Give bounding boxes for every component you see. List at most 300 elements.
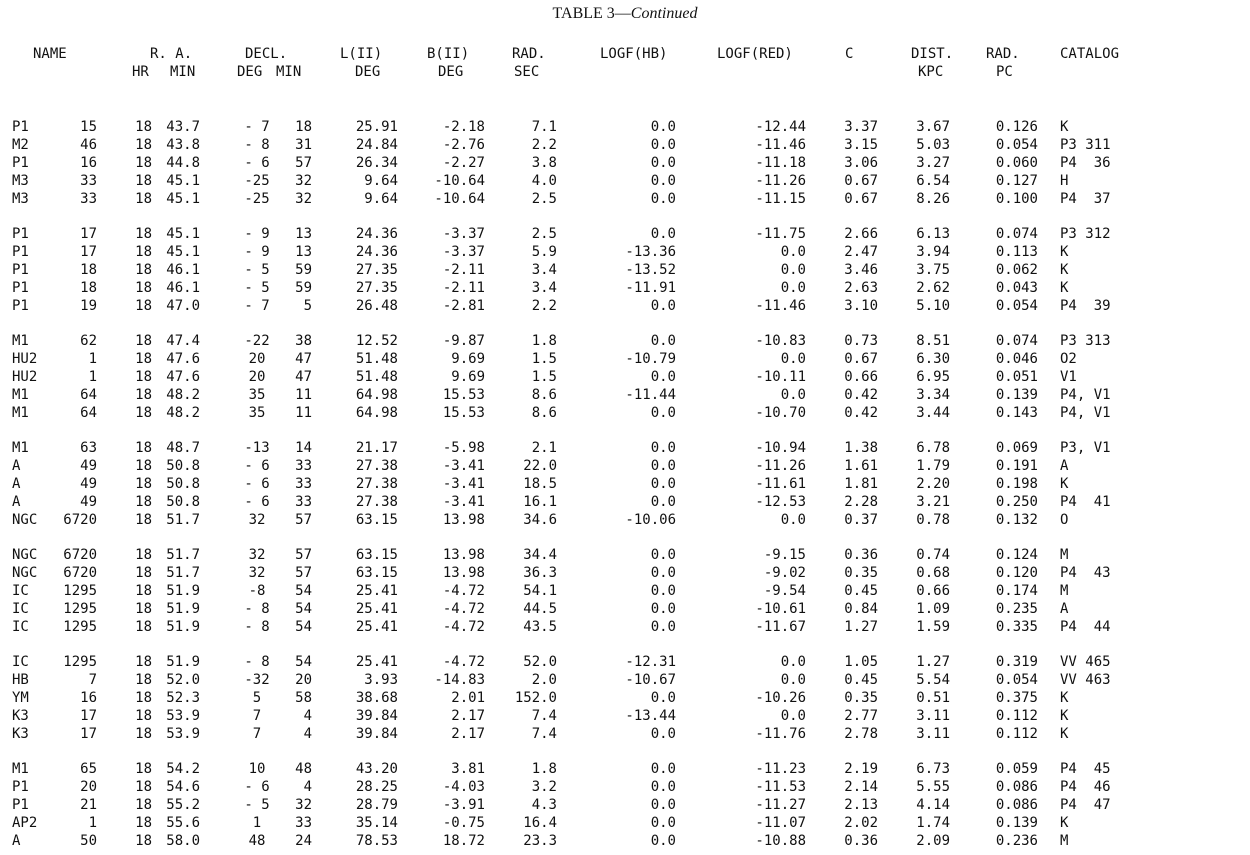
cell-b-ii: -3.37 [442, 226, 485, 242]
cell-c-value: 2.13 [844, 797, 878, 813]
cell-rad-sec: 2.5 [531, 191, 557, 207]
cell-dist-kpc: 6.13 [916, 226, 950, 242]
cell-rad-sec: 44.5 [523, 601, 557, 617]
cell-name-number: 1295 [63, 583, 97, 599]
table-row [0, 707, 1250, 725]
cell-ra-hour: 18 [135, 583, 152, 599]
cell-ra-minute: 51.7 [166, 565, 200, 581]
cell-rad-pc: 0.139 [995, 387, 1038, 403]
cell-ra-hour: 18 [135, 262, 152, 278]
cell-name-prefix: P1 [12, 119, 29, 135]
cell-rad-sec: 34.4 [523, 547, 557, 563]
cell-catalog: K [1060, 119, 1069, 135]
cell-decl-degree: -25 [244, 173, 270, 189]
cell-decl-minute: 13 [295, 226, 312, 242]
cell-name-number: 6720 [63, 547, 97, 563]
cell-dist-kpc: 1.09 [916, 601, 950, 617]
cell-rad-pc: 0.069 [995, 440, 1038, 456]
table-row [0, 778, 1250, 796]
cell-b-ii: -3.41 [442, 476, 485, 492]
cell-ra-hour: 18 [135, 333, 152, 349]
cell-c-value: 0.36 [844, 547, 878, 563]
cell-b-ii: -2.27 [442, 155, 485, 171]
cell-c-value: 0.45 [844, 583, 878, 599]
cell-l-ii: 24.84 [355, 137, 398, 153]
col-header-lii: L(II) [340, 46, 383, 62]
cell-ra-minute: 45.1 [166, 244, 200, 260]
cell-rad-sec: 7.4 [531, 726, 557, 742]
cell-decl-degree: - 6 [244, 494, 270, 510]
table-row [0, 689, 1250, 707]
cell-rad-sec: 2.5 [531, 226, 557, 242]
cell-b-ii: 13.98 [442, 547, 485, 563]
cell-catalog: VV 465 [1060, 654, 1111, 670]
cell-l-ii: 64.98 [355, 405, 398, 421]
cell-l-ii: 28.25 [355, 779, 398, 795]
col-header-catalog: CATALOG [1060, 46, 1120, 62]
cell-b-ii: -4.72 [442, 583, 485, 599]
cell-name-prefix: M1 [12, 387, 29, 403]
cell-dist-kpc: 1.27 [916, 654, 950, 670]
cell-ra-minute: 47.0 [166, 298, 200, 314]
cell-catalog: P4 41 [1060, 494, 1111, 510]
cell-logf-hb: 0.0 [650, 405, 676, 421]
cell-logf-red: -11.27 [755, 797, 806, 813]
table-row [0, 350, 1250, 368]
cell-ra-minute: 48.7 [166, 440, 200, 456]
cell-catalog: P3 311 [1060, 137, 1111, 153]
cell-b-ii: -5.98 [442, 440, 485, 456]
cell-ra-hour: 18 [135, 654, 152, 670]
cell-rad-pc: 0.074 [995, 333, 1038, 349]
cell-logf-red: -11.26 [755, 458, 806, 474]
cell-logf-red: -11.76 [755, 726, 806, 742]
cell-rad-sec: 16.4 [523, 815, 557, 831]
cell-decl-minute: 11 [295, 405, 312, 421]
cell-ra-minute: 54.2 [166, 761, 200, 777]
cell-catalog: P3 313 [1060, 333, 1111, 349]
cell-name-number: 17 [80, 726, 97, 742]
cell-logf-red: -10.11 [755, 369, 806, 385]
cell-l-ii: 9.64 [364, 191, 398, 207]
cell-name-prefix: P1 [12, 244, 29, 260]
cell-logf-red: -10.61 [755, 601, 806, 617]
cell-logf-red: -11.46 [755, 298, 806, 314]
cell-b-ii: -4.72 [442, 619, 485, 635]
cell-name-prefix: HU2 [12, 369, 38, 385]
cell-logf-red: -10.94 [755, 440, 806, 456]
cell-name-prefix: P1 [12, 155, 29, 171]
cell-rad-sec: 1.5 [531, 351, 557, 367]
cell-decl-degree: - 9 [244, 226, 270, 242]
cell-ra-minute: 58.0 [166, 833, 200, 849]
cell-dist-kpc: 3.27 [916, 155, 950, 171]
cell-l-ii: 25.91 [355, 119, 398, 135]
cell-catalog: P3 312 [1060, 226, 1111, 242]
cell-b-ii: -10.64 [434, 173, 485, 189]
cell-b-ii: -3.41 [442, 494, 485, 510]
col-header-c: C [845, 46, 854, 62]
cell-c-value: 2.02 [844, 815, 878, 831]
col-header-logf-hb: LOGF(HB) [600, 46, 668, 62]
cell-ra-minute: 50.8 [166, 458, 200, 474]
cell-logf-hb: 0.0 [650, 458, 676, 474]
table-row [0, 190, 1250, 208]
cell-ra-hour: 18 [135, 244, 152, 260]
cell-logf-hb: -10.67 [625, 672, 676, 688]
cell-ra-hour: 18 [135, 137, 152, 153]
cell-l-ii: 27.38 [355, 476, 398, 492]
cell-dist-kpc: 8.26 [916, 191, 950, 207]
cell-rad-sec: 1.8 [531, 761, 557, 777]
cell-decl-degree: - 6 [244, 458, 270, 474]
table-row [0, 511, 1250, 529]
cell-decl-degree: - 5 [244, 280, 270, 296]
cell-ra-minute: 47.4 [166, 333, 200, 349]
cell-name-number: 49 [80, 458, 97, 474]
cell-rad-pc: 0.074 [995, 226, 1038, 242]
cell-decl-degree: - 7 [244, 119, 270, 135]
cell-dist-kpc: 2.20 [916, 476, 950, 492]
table-row [0, 297, 1250, 315]
cell-b-ii: 3.81 [451, 761, 485, 777]
cell-b-ii: -2.11 [442, 262, 485, 278]
cell-decl-degree: 7 [252, 726, 262, 742]
cell-c-value: 2.63 [844, 280, 878, 296]
cell-l-ii: 28.79 [355, 797, 398, 813]
cell-rad-sec: 1.5 [531, 369, 557, 385]
cell-ra-hour: 18 [135, 387, 152, 403]
cell-decl-minute: 57 [295, 512, 312, 528]
cell-dist-kpc: 5.54 [916, 672, 950, 688]
cell-catalog: K [1060, 280, 1069, 296]
cell-b-ii: -2.81 [442, 298, 485, 314]
table-row [0, 814, 1250, 832]
cell-logf-hb: 0.0 [650, 173, 676, 189]
cell-rad-sec: 152.0 [514, 690, 557, 706]
col-subheader-deg: DEG [438, 64, 464, 80]
cell-c-value: 0.45 [844, 672, 878, 688]
cell-c-value: 0.67 [844, 191, 878, 207]
cell-logf-red: -11.67 [755, 619, 806, 635]
cell-name-number: 6720 [63, 565, 97, 581]
cell-c-value: 0.42 [844, 387, 878, 403]
cell-decl-minute: 4 [303, 726, 312, 742]
cell-catalog: H [1060, 173, 1069, 189]
cell-c-value: 3.15 [844, 137, 878, 153]
cell-decl-degree: 32 [248, 565, 266, 581]
cell-name-prefix: AP2 [12, 815, 38, 831]
cell-l-ii: 43.20 [355, 761, 398, 777]
cell-logf-hb: 0.0 [650, 547, 676, 563]
cell-ra-hour: 18 [135, 405, 152, 421]
cell-ra-minute: 51.7 [166, 547, 200, 563]
cell-ra-minute: 45.1 [166, 191, 200, 207]
cell-l-ii: 3.93 [364, 672, 398, 688]
cell-c-value: 3.46 [844, 262, 878, 278]
cell-logf-hb: 0.0 [650, 476, 676, 492]
cell-c-value: 2.47 [844, 244, 878, 260]
col-subheader-deg: DEG [355, 64, 381, 80]
table-row [0, 546, 1250, 564]
cell-name-number: 18 [80, 262, 97, 278]
cell-name-prefix: M1 [12, 440, 29, 456]
cell-decl-minute: 11 [295, 387, 312, 403]
table-title [0, 5, 1250, 23]
cell-rad-pc: 0.046 [995, 351, 1038, 367]
cell-rad-pc: 0.043 [995, 280, 1038, 296]
cell-decl-degree: - 5 [244, 262, 270, 278]
cell-logf-red: -11.07 [755, 815, 806, 831]
cell-logf-red: -10.70 [755, 405, 806, 421]
cell-b-ii: -3.37 [442, 244, 485, 260]
cell-name-prefix: NGC [12, 565, 38, 581]
col-header-rad-pc: RAD. [986, 46, 1020, 62]
cell-rad-pc: 0.236 [995, 833, 1038, 849]
cell-l-ii: 39.84 [355, 726, 398, 742]
cell-logf-red: 0.0 [780, 280, 806, 296]
cell-name-prefix: P1 [12, 280, 29, 296]
cell-rad-sec: 16.1 [523, 494, 557, 510]
cell-decl-minute: 54 [295, 601, 312, 617]
table-row [0, 439, 1250, 457]
cell-logf-red: -10.83 [755, 333, 806, 349]
cell-ra-minute: 54.6 [166, 779, 200, 795]
cell-b-ii: 2.01 [451, 690, 485, 706]
table-row [0, 671, 1250, 689]
cell-rad-sec: 3.8 [531, 155, 557, 171]
cell-rad-sec: 2.2 [531, 298, 557, 314]
col-subheader-deg: DEG [237, 64, 263, 80]
cell-logf-hb: -10.06 [625, 512, 676, 528]
table-row [0, 493, 1250, 511]
table-row [0, 136, 1250, 154]
cell-rad-pc: 0.143 [995, 405, 1038, 421]
cell-b-ii: 15.53 [442, 405, 485, 421]
cell-rad-pc: 0.054 [995, 298, 1038, 314]
cell-catalog: P4 39 [1060, 298, 1111, 314]
cell-logf-red: -11.18 [755, 155, 806, 171]
cell-l-ii: 63.15 [355, 547, 398, 563]
cell-decl-minute: 33 [295, 494, 312, 510]
cell-decl-degree: 20 [248, 369, 266, 385]
cell-ra-minute: 53.9 [166, 726, 200, 742]
cell-dist-kpc: 8.51 [916, 333, 950, 349]
table-row [0, 582, 1250, 600]
cell-dist-kpc: 2.09 [916, 833, 950, 849]
cell-decl-degree: - 8 [244, 601, 270, 617]
cell-name-prefix: M2 [12, 137, 29, 153]
cell-b-ii: 2.17 [451, 726, 485, 742]
cell-l-ii: 63.15 [355, 512, 398, 528]
cell-b-ii: 9.69 [451, 369, 485, 385]
cell-logf-hb: 0.0 [650, 494, 676, 510]
cell-ra-hour: 18 [135, 672, 152, 688]
cell-ra-hour: 18 [135, 708, 152, 724]
cell-b-ii: -10.64 [434, 191, 485, 207]
cell-dist-kpc: 3.21 [916, 494, 950, 510]
cell-c-value: 0.67 [844, 173, 878, 189]
cell-decl-degree: 1 [252, 815, 262, 831]
cell-rad-sec: 7.1 [531, 119, 557, 135]
col-subheader-sec: SEC [514, 64, 540, 80]
cell-dist-kpc: 5.55 [916, 779, 950, 795]
column-header-row-1 [0, 45, 1250, 63]
cell-logf-hb: -10.79 [625, 351, 676, 367]
cell-catalog: P4, V1 [1060, 387, 1111, 403]
cell-c-value: 0.67 [844, 351, 878, 367]
cell-dist-kpc: 0.66 [916, 583, 950, 599]
cell-logf-hb: 0.0 [650, 226, 676, 242]
cell-name-number: 50 [80, 833, 97, 849]
cell-name-prefix: NGC [12, 512, 38, 528]
cell-rad-sec: 2.0 [531, 672, 557, 688]
col-header-logf-red: LOGF(RED) [717, 46, 793, 62]
cell-logf-red: -11.61 [755, 476, 806, 492]
cell-rad-pc: 0.174 [995, 583, 1038, 599]
cell-rad-pc: 0.335 [995, 619, 1038, 635]
cell-logf-red: -11.15 [755, 191, 806, 207]
cell-c-value: 2.14 [844, 779, 878, 795]
cell-name-prefix: YM [12, 690, 29, 706]
cell-rad-pc: 0.062 [995, 262, 1038, 278]
cell-ra-hour: 18 [135, 191, 152, 207]
cell-name-prefix: IC [12, 619, 29, 635]
cell-l-ii: 27.35 [355, 262, 398, 278]
cell-dist-kpc: 0.68 [916, 565, 950, 581]
cell-l-ii: 21.17 [355, 440, 398, 456]
cell-ra-hour: 18 [135, 226, 152, 242]
cell-rad-pc: 0.124 [995, 547, 1038, 563]
cell-rad-pc: 0.054 [995, 137, 1038, 153]
cell-b-ii: -2.11 [442, 280, 485, 296]
cell-rad-pc: 0.235 [995, 601, 1038, 617]
cell-ra-hour: 18 [135, 565, 152, 581]
cell-rad-sec: 3.4 [531, 280, 557, 296]
cell-decl-minute: 58 [295, 690, 312, 706]
cell-decl-degree: - 8 [244, 137, 270, 153]
cell-c-value: 0.66 [844, 369, 878, 385]
table-row [0, 368, 1250, 386]
cell-rad-sec: 2.2 [531, 137, 557, 153]
cell-decl-minute: 24 [295, 833, 312, 849]
cell-catalog: VV 463 [1060, 672, 1111, 688]
cell-catalog: O2 [1060, 351, 1077, 367]
cell-ra-hour: 18 [135, 494, 152, 510]
cell-ra-minute: 51.7 [166, 512, 200, 528]
cell-rad-pc: 0.112 [995, 708, 1038, 724]
cell-catalog: V1 [1060, 369, 1077, 385]
cell-b-ii: 13.98 [442, 512, 485, 528]
cell-ra-hour: 18 [135, 815, 152, 831]
cell-rad-pc: 0.139 [995, 815, 1038, 831]
cell-name-prefix: IC [12, 583, 29, 599]
cell-logf-red: 0.0 [780, 262, 806, 278]
cell-logf-hb: 0.0 [650, 137, 676, 153]
cell-rad-sec: 4.0 [531, 173, 557, 189]
cell-logf-red: 0.0 [780, 654, 806, 670]
cell-catalog: K [1060, 244, 1069, 260]
cell-decl-degree: - 8 [244, 619, 270, 635]
cell-logf-red: -10.88 [755, 833, 806, 849]
cell-c-value: 0.36 [844, 833, 878, 849]
cell-decl-degree: - 5 [244, 797, 270, 813]
cell-name-number: 7 [88, 672, 97, 688]
cell-name-prefix: P1 [12, 797, 29, 813]
table-row [0, 118, 1250, 136]
cell-ra-minute: 52.3 [166, 690, 200, 706]
table-row [0, 225, 1250, 243]
cell-dist-kpc: 4.14 [916, 797, 950, 813]
table-row [0, 796, 1250, 814]
cell-name-prefix: M3 [12, 173, 29, 189]
cell-ra-minute: 47.6 [166, 369, 200, 385]
cell-rad-sec: 4.3 [531, 797, 557, 813]
cell-logf-red: -12.44 [755, 119, 806, 135]
cell-l-ii: 63.15 [355, 565, 398, 581]
cell-name-prefix: M3 [12, 191, 29, 207]
cell-ra-minute: 48.2 [166, 405, 200, 421]
cell-name-prefix: K3 [12, 708, 29, 724]
cell-catalog: K [1060, 690, 1069, 706]
cell-rad-sec: 7.4 [531, 708, 557, 724]
cell-name-number: 1295 [63, 619, 97, 635]
cell-decl-degree: 48 [248, 833, 266, 849]
cell-rad-pc: 0.198 [995, 476, 1038, 492]
cell-logf-hb: 0.0 [650, 565, 676, 581]
cell-rad-pc: 0.250 [995, 494, 1038, 510]
cell-logf-red: -11.23 [755, 761, 806, 777]
cell-l-ii: 26.48 [355, 298, 398, 314]
cell-decl-minute: 48 [295, 761, 312, 777]
cell-decl-degree: - 8 [244, 654, 270, 670]
cell-decl-minute: 54 [295, 583, 312, 599]
cell-dist-kpc: 3.67 [916, 119, 950, 135]
cell-catalog: P4, V1 [1060, 405, 1111, 421]
cell-dist-kpc: 3.44 [916, 405, 950, 421]
cell-rad-sec: 2.1 [531, 440, 557, 456]
cell-rad-sec: 3.2 [531, 779, 557, 795]
cell-decl-degree: - 6 [244, 779, 270, 795]
table-row [0, 243, 1250, 261]
cell-rad-sec: 8.6 [531, 405, 557, 421]
cell-decl-degree: - 6 [244, 476, 270, 492]
cell-rad-pc: 0.059 [995, 761, 1038, 777]
cell-name-prefix: P1 [12, 262, 29, 278]
cell-c-value: 3.06 [844, 155, 878, 171]
cell-name-prefix: A [12, 476, 21, 492]
cell-dist-kpc: 1.59 [916, 619, 950, 635]
cell-ra-hour: 18 [135, 779, 152, 795]
cell-b-ii: -4.03 [442, 779, 485, 795]
cell-name-number: 1 [88, 369, 97, 385]
cell-name-number: 1 [88, 351, 97, 367]
table-row [0, 457, 1250, 475]
cell-rad-sec: 18.5 [523, 476, 557, 492]
cell-decl-minute: 47 [295, 369, 312, 385]
table-row [0, 725, 1250, 743]
cell-name-prefix: IC [12, 601, 29, 617]
cell-logf-hb: 0.0 [650, 440, 676, 456]
cell-l-ii: 51.48 [355, 369, 398, 385]
cell-dist-kpc: 3.11 [916, 708, 950, 724]
table-row [0, 332, 1250, 350]
cell-decl-degree: 20 [248, 351, 266, 367]
cell-decl-minute: 32 [295, 797, 312, 813]
cell-ra-minute: 47.6 [166, 351, 200, 367]
cell-decl-minute: 54 [295, 619, 312, 635]
cell-name-prefix: A [12, 494, 21, 510]
